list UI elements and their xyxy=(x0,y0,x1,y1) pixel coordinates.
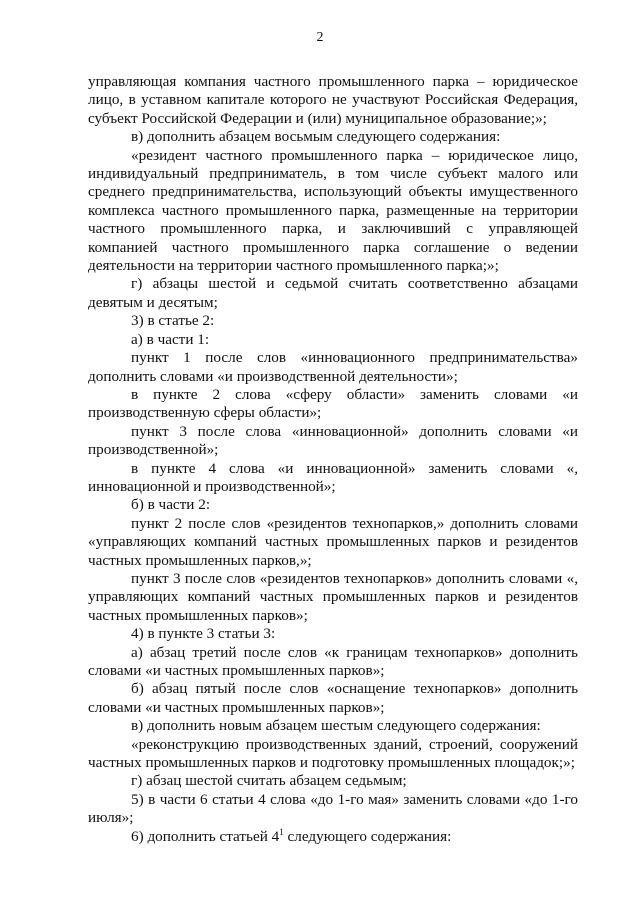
document-body xyxy=(88,73,578,846)
paragraph-10: в пункте 4 слова «и инновационной» заменить словами «, инновационной и производственной»; xyxy=(88,459,578,495)
paragraph-21-text: 6) дополнить статьей 4 xyxy=(131,827,280,845)
paragraph-1: управляющая компания частного промышленного парка – юридическое лицо, в уставном капитале которого не участвуют Российская Федерация, субъект Российской Федерации и (или) муниципальное образование;»; xyxy=(88,73,578,127)
paragraph-13: пункт 3 после слов «резидентов технопарков» дополнить словами «, управляющих компаний частных промышленных парков и резидентов частных промышленных парков»; xyxy=(88,569,578,624)
paragraph-12: пункт 2 после слов «резидентов технопарков,» дополнить словами «управляющих компаний частных промышленных парков и резидентов частных промышленных парков,»; xyxy=(88,514,578,569)
paragraph-14: 4) в пункте 3 статьи 3: xyxy=(131,625,276,643)
paragraph-6: а) в части 1: xyxy=(131,330,210,348)
article-superscript: 1 xyxy=(279,826,284,837)
page-number: 2 xyxy=(316,30,324,45)
paragraph-9: пункт 3 после слова «инновационной» дополнить словами «и производственной»; xyxy=(88,422,578,459)
paragraph-17: в) дополнить новым абзацем шестым следующего содержания: xyxy=(131,717,541,735)
paragraph-2: в) дополнить абзацем восьмым следующего содержания: xyxy=(131,128,501,146)
paragraph-5: 3) в статье 2: xyxy=(131,312,215,330)
paragraph-3: «резидент частного промышленного парка – юридическое лицо, индивидуальный предприниматель, в том числе субъект малого или среднего предпринимательства, использующий объекты имущественного комплекса частного промышленного парка, размещенные на территории частного промышленного парка, и заключивший с управляющей компанией частного промышленного парка соглашение о ведении деятельности на территории частного промышленного парка;»; xyxy=(88,146,578,275)
paragraph-16: б) абзац пятый после слов «оснащение технопарков» дополнить словами «и частных промышленных парков»; xyxy=(88,680,578,716)
paragraph-19: г) абзац шестой считать абзацем седьмым; xyxy=(131,772,407,790)
paragraph-21-tail: следующего содержания: xyxy=(283,827,452,845)
paragraph-8: в пункте 2 слова «сферу области» заменить словами «и производственную сферы области»; xyxy=(88,385,578,422)
paragraph-4: г) абзацы шестой и седьмой считать соответственно абзацами девятым и десятым; xyxy=(88,275,578,311)
paragraph-15: а) абзац третий после слов «к границам технопарков» дополнить словами «и частных промышленных парков»; xyxy=(88,643,578,679)
paragraph-21 xyxy=(88,828,578,846)
paragraph-18: «реконструкцию производственных зданий, строений, сооружений частных промышленных парков и подготовку промышленных площадок;»; xyxy=(88,735,578,772)
paragraph-7: пункт 1 после слов «инновационного предпринимательства» дополнить словами «и производственной деятельности»; xyxy=(88,349,578,385)
paragraph-11: б) в части 2: xyxy=(131,496,211,514)
paragraph-20: 5) в части 6 статьи 4 слова «до 1-го мая» заменить словами «до 1-го июля»; xyxy=(88,790,578,827)
